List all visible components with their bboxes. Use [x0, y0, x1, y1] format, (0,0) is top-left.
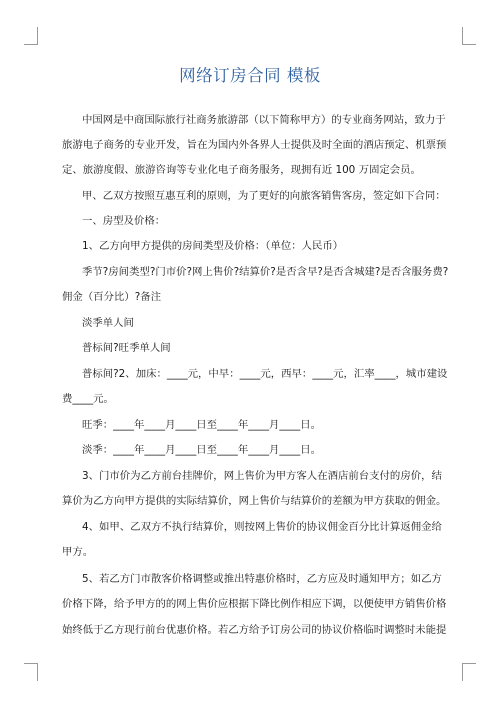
crop-mark-top-left-horizontal	[24, 44, 38, 45]
table-row-line: 淡季单人间	[82, 317, 134, 329]
document-title: 网络订房合同 模板	[179, 66, 321, 85]
crop-mark-top-right-vertical	[462, 27, 463, 45]
paragraph-line: 旅游电子商务的专业开发，旨在为国内外各界人士提供及时全面的酒店预定、机票预	[62, 139, 447, 151]
paragraph-line: 5、若乙方门市散客价格调整或推出特惠价格时，乙方应及时通知甲方；如乙方	[82, 573, 442, 585]
crop-mark-bottom-right-vertical	[462, 663, 463, 681]
table-row-line: 普标间?旺季单人间	[82, 342, 171, 354]
crop-mark-bottom-left-vertical	[37, 663, 38, 681]
crop-mark-top-left-vertical	[37, 27, 38, 45]
paragraph-line: 3、门市价为乙方前台挂牌价，网上售价为甲方客人在酒店前台支付的房价，结	[82, 470, 442, 482]
paragraph-line: 1、乙方向甲方提供的房间类型及价格：（单位：人民币）	[82, 240, 344, 252]
paragraph-line: 甲、乙双方按照互惠互利的原则，为了更好的向旅客销售客房，签定如下合同：	[82, 190, 446, 202]
paragraph-line: 价格下降，给予甲方的的网上售价应根据下降比例作相应下调，以便使甲方销售价格	[62, 598, 447, 610]
table-header-line: 佣金（百分比）?备注	[62, 291, 162, 303]
paragraph-line: 4、如甲、乙双方不执行结算价，则按网上售价的协议佣金百分比计算返佣金给	[82, 521, 442, 533]
paragraph-line: 中国网是中商国际旅行社商务旅游部（以下简称甲方）的专业商务网站，致力于	[82, 114, 446, 126]
table-header-line: 季节?房间类型?门市价?网上售价?结算价?是否含早?是否含城建?是否含服务费?	[82, 266, 449, 278]
paragraph-line: 算价为乙方向甲方提供的实际结算价，网上售价与结算价的差额为甲方获取的佣金。	[62, 495, 447, 507]
crop-mark-bottom-left-horizontal	[24, 663, 38, 664]
date-range-line: 旺季：____年____月____日至____年____月____日。	[82, 419, 321, 431]
paragraph-line: 甲方。	[62, 546, 94, 558]
date-range-line: 淡季：____年____月____日至____年____月____日。	[82, 444, 321, 456]
paragraph-line: 普标间?2、加床：____元，中早：____元，西早：____元，汇率____，城市建设	[82, 368, 448, 380]
crop-mark-top-right-horizontal	[462, 44, 476, 45]
section-heading: 一、房型及价格：	[82, 215, 166, 227]
paragraph-line: 费____元。	[62, 393, 114, 405]
crop-mark-bottom-right-horizontal	[462, 663, 476, 664]
paragraph-line: 始终低于乙方现行前台优惠价格。若乙方给予订房公司的协议价格临时调整时未能提	[62, 624, 447, 636]
paragraph-line: 定、旅游度假、旅游咨询等专业化电子商务服务，现拥有近 100 万固定会员。	[62, 164, 421, 176]
